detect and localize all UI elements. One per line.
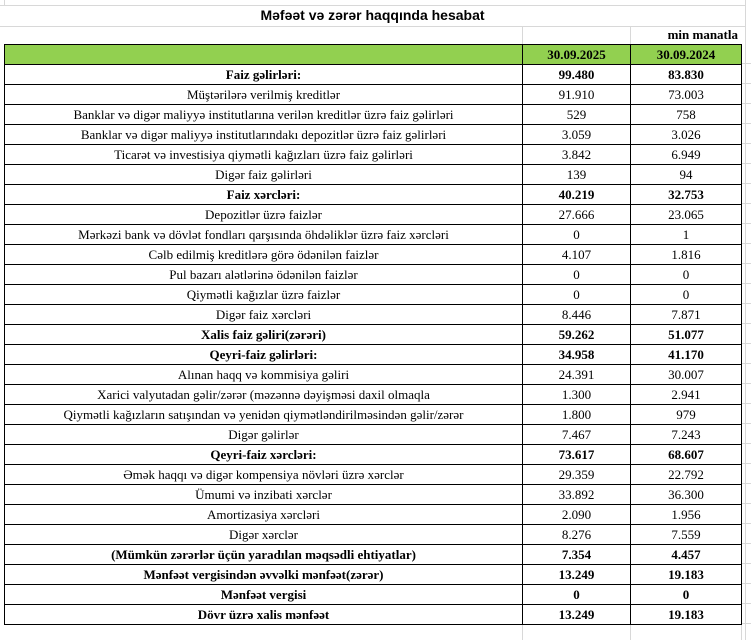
row-label-cell[interactable]: Mərkəzi bank və dövlət fondları qarşısında öhdəliklər üzrə faiz xərcləri bbox=[5, 225, 523, 245]
row-label-cell[interactable]: Əmək haqqı və digər kompensiya növləri üzrə xərclər bbox=[5, 465, 523, 485]
table-row bbox=[5, 165, 742, 185]
row-label-cell[interactable]: Xarici valyutadan gəlir/zərər (məzənnə dəyişməsi daxil olmaqla bbox=[5, 385, 523, 405]
row-label-cell[interactable]: Pul bazarı alətlərinə ödənilən faizlər bbox=[5, 265, 523, 285]
value-2025-cell[interactable]: 0 bbox=[523, 285, 631, 305]
value-2025-cell[interactable]: 4.107 bbox=[523, 245, 631, 265]
row-label-cell[interactable]: Depozitlər üzrə faizlər bbox=[5, 205, 523, 225]
row-label-cell[interactable]: Alınan haqq və kommisiya gəliri bbox=[5, 365, 523, 385]
value-2025-cell[interactable]: 91.910 bbox=[523, 85, 631, 105]
table-row bbox=[5, 145, 742, 165]
table-row bbox=[5, 445, 742, 465]
value-2024-cell[interactable]: 7.243 bbox=[631, 425, 742, 445]
row-label-cell[interactable]: Banklar və digər maliyyə institutlarındakı depozitlər üzrə faiz gəlirləri bbox=[5, 125, 523, 145]
value-2024-cell[interactable]: 979 bbox=[631, 405, 742, 425]
value-2024-cell[interactable]: 3.026 bbox=[631, 125, 742, 145]
value-2025-cell[interactable]: 29.359 bbox=[523, 465, 631, 485]
row-label-cell[interactable]: Cəlb edilmiş kreditlərə görə ödənilən faizlər bbox=[5, 245, 523, 265]
value-2024-cell[interactable]: 68.607 bbox=[631, 445, 742, 465]
value-2024-cell[interactable]: 0 bbox=[631, 585, 742, 605]
value-2024-cell[interactable]: 19.183 bbox=[631, 565, 742, 585]
table-row bbox=[5, 85, 742, 105]
table-row bbox=[5, 125, 742, 145]
report-title-cell[interactable]: Məfəət və zərər haqqında hesabat bbox=[260, 7, 485, 23]
value-2025-cell[interactable]: 139 bbox=[523, 165, 631, 185]
value-2025-cell[interactable]: 8.446 bbox=[523, 305, 631, 325]
row-label-cell[interactable]: Faiz gəlirləri: bbox=[5, 65, 523, 85]
value-2024-cell[interactable]: 19.183 bbox=[631, 605, 742, 625]
value-2025-cell[interactable]: 1.300 bbox=[523, 385, 631, 405]
row-label-cell[interactable]: Faiz xərcləri: bbox=[5, 185, 523, 205]
value-2024-cell[interactable]: 22.792 bbox=[631, 465, 742, 485]
value-2025-cell[interactable]: 0 bbox=[523, 585, 631, 605]
value-2024-cell[interactable]: 73.003 bbox=[631, 85, 742, 105]
value-2024-cell[interactable]: 32.753 bbox=[631, 185, 742, 205]
value-2024-cell[interactable]: 41.170 bbox=[631, 345, 742, 365]
row-label-cell[interactable]: Amortizasiya xərcləri bbox=[5, 505, 523, 525]
table-row bbox=[5, 465, 742, 485]
table-row bbox=[5, 385, 742, 405]
profit-loss-table bbox=[4, 44, 742, 625]
table-row bbox=[5, 225, 742, 245]
value-2024-cell[interactable]: 0 bbox=[631, 285, 742, 305]
value-2024-cell[interactable]: 2.941 bbox=[631, 385, 742, 405]
table-row bbox=[5, 565, 742, 585]
value-2025-cell[interactable]: 0 bbox=[523, 225, 631, 245]
value-2025-cell[interactable]: 27.666 bbox=[523, 205, 631, 225]
table-row bbox=[5, 505, 742, 525]
table-row bbox=[5, 285, 742, 305]
row-label-cell[interactable]: Ticarət və investisiya qiymətli kağızları üzrə faiz gəlirləri bbox=[5, 145, 523, 165]
value-2025-cell[interactable]: 7.354 bbox=[523, 545, 631, 565]
value-2024-cell[interactable]: 83.830 bbox=[631, 65, 742, 85]
value-2025-cell[interactable]: 24.391 bbox=[523, 365, 631, 385]
value-2025-cell[interactable]: 1.800 bbox=[523, 405, 631, 425]
table-row bbox=[5, 365, 742, 385]
value-2025-cell[interactable]: 99.480 bbox=[523, 65, 631, 85]
value-2024-cell[interactable]: 1.816 bbox=[631, 245, 742, 265]
table-row bbox=[5, 105, 742, 125]
value-2024-cell[interactable]: 23.065 bbox=[631, 205, 742, 225]
table-row bbox=[5, 245, 742, 265]
value-2024-cell[interactable]: 0 bbox=[631, 265, 742, 285]
value-2024-cell[interactable]: 36.300 bbox=[631, 485, 742, 505]
value-2025-cell[interactable]: 8.276 bbox=[523, 525, 631, 545]
value-2025-cell[interactable]: 3.059 bbox=[523, 125, 631, 145]
gridline bbox=[630, 624, 631, 640]
row-label-cell[interactable]: Mənfəət vergisi bbox=[5, 585, 523, 605]
value-2025-cell[interactable]: 7.467 bbox=[523, 425, 631, 445]
row-label-cell[interactable]: Digər xərclər bbox=[5, 525, 523, 545]
row-label-cell[interactable]: Qiymətli kağızlar üzrə faizlər bbox=[5, 285, 523, 305]
gridline bbox=[741, 624, 742, 640]
table-row bbox=[5, 425, 742, 445]
table-row bbox=[5, 405, 742, 425]
value-2024-cell[interactable]: 4.457 bbox=[631, 545, 742, 565]
value-2025-cell[interactable]: 529 bbox=[523, 105, 631, 125]
header-2024-cell[interactable]: 30.09.2024 bbox=[631, 45, 742, 65]
header-2025-cell[interactable]: 30.09.2025 bbox=[523, 45, 631, 65]
table-row bbox=[5, 545, 742, 565]
row-label-cell[interactable]: Dövr üzrə xalis mənfəət bbox=[5, 605, 523, 625]
value-2024-cell[interactable]: 1 bbox=[631, 225, 742, 245]
row-label-cell[interactable]: Qiymətli kağızların satışından və yenidən qiymətləndirilməsindən gəlir/zərər bbox=[5, 405, 523, 425]
table-row bbox=[5, 345, 742, 365]
row-label-cell[interactable]: (Mümkün zərərlər üçün yaradılan məqsədli ehtiyatlar) bbox=[5, 545, 523, 565]
table-row bbox=[5, 605, 742, 625]
value-2025-cell[interactable]: 13.249 bbox=[523, 565, 631, 585]
gridline bbox=[522, 624, 523, 640]
unit-note-cell[interactable]: min manatla bbox=[667, 27, 738, 42]
value-2024-cell[interactable]: 7.559 bbox=[631, 525, 742, 545]
row-label-cell[interactable]: Qeyri-faiz xərcləri: bbox=[5, 445, 523, 465]
table-row bbox=[5, 305, 742, 325]
header-label-cell[interactable] bbox=[5, 45, 523, 65]
table-row bbox=[5, 485, 742, 505]
value-2024-cell[interactable]: 1.956 bbox=[631, 505, 742, 525]
value-2025-cell[interactable]: 59.262 bbox=[523, 325, 631, 345]
table-header-row bbox=[5, 45, 742, 65]
table-row bbox=[5, 585, 742, 605]
row-label-cell[interactable]: Müştərilərə verilmiş kreditlər bbox=[5, 85, 523, 105]
value-2025-cell[interactable]: 33.892 bbox=[523, 485, 631, 505]
value-2025-cell[interactable]: 2.090 bbox=[523, 505, 631, 525]
row-label-cell[interactable]: Xalis faiz gəliri(zərəri) bbox=[5, 325, 523, 345]
value-2024-cell[interactable]: 30.007 bbox=[631, 365, 742, 385]
table-row bbox=[5, 205, 742, 225]
value-2024-cell[interactable]: 51.077 bbox=[631, 325, 742, 345]
row-label-cell[interactable]: Banklar və digər maliyyə institutlarına verilən kreditlər üzrə faiz gəlirləri bbox=[5, 105, 523, 125]
row-label-cell[interactable]: Digər gəlirlər bbox=[5, 425, 523, 445]
value-2024-cell[interactable]: 758 bbox=[631, 105, 742, 125]
value-2025-cell[interactable]: 73.617 bbox=[523, 445, 631, 465]
table-row bbox=[5, 325, 742, 345]
row-label-cell[interactable]: Qeyri-faiz gəlirləri: bbox=[5, 345, 523, 365]
value-2024-cell[interactable]: 6.949 bbox=[631, 145, 742, 165]
value-2025-cell[interactable]: 3.842 bbox=[523, 145, 631, 165]
table-row bbox=[5, 265, 742, 285]
table-row bbox=[5, 185, 742, 205]
value-2025-cell[interactable]: 40.219 bbox=[523, 185, 631, 205]
gridline-row-stubs bbox=[741, 44, 751, 624]
value-2025-cell[interactable]: 34.958 bbox=[523, 345, 631, 365]
row-label-cell[interactable]: Ümumi və inzibati xərclər bbox=[5, 485, 523, 505]
value-2024-cell[interactable]: 7.871 bbox=[631, 305, 742, 325]
row-label-cell[interactable]: Digər faiz xərcləri bbox=[5, 305, 523, 325]
value-2024-cell[interactable]: 94 bbox=[631, 165, 742, 185]
table-row bbox=[5, 525, 742, 545]
row-label-cell[interactable]: Digər faiz gəlirləri bbox=[5, 165, 523, 185]
row-label-cell[interactable]: Mənfəət vergisindən əvvəlki mənfəət(zərər) bbox=[5, 565, 523, 585]
value-2025-cell[interactable]: 0 bbox=[523, 265, 631, 285]
table-row bbox=[5, 65, 742, 85]
value-2025-cell[interactable]: 13.249 bbox=[523, 605, 631, 625]
